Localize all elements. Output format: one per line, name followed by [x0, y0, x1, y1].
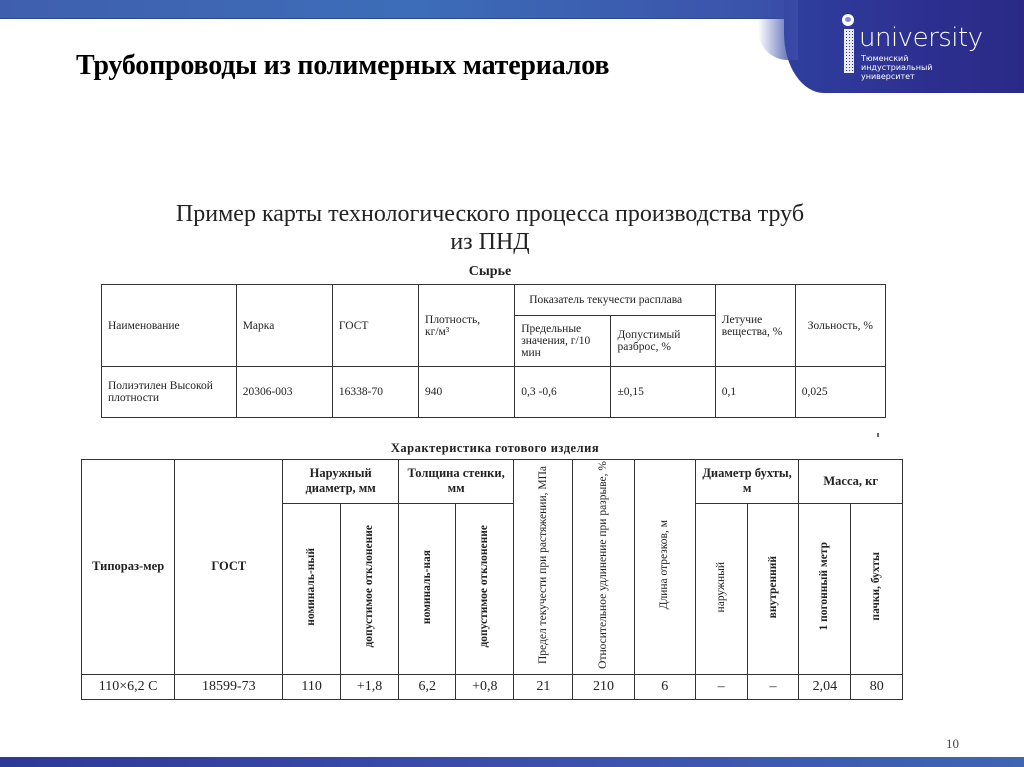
- cell-size-type: 110×6,2 С: [82, 674, 175, 699]
- segment-length-label: Длина отрезков, м: [658, 520, 671, 610]
- finished-product-caption: Характеристика готового изделия: [390, 441, 600, 455]
- cell-wt-nominal: 6,2: [399, 674, 456, 699]
- table-row: [102, 367, 886, 418]
- cell-brand: 20306-003: [236, 367, 332, 418]
- cell-od-tolerance: +1,8: [341, 674, 399, 699]
- header-od-nominal: [283, 503, 341, 674]
- cell-elongation: 210: [573, 674, 634, 699]
- cell-wt-tolerance: +0,8: [456, 674, 514, 699]
- raw-material-table: [101, 284, 886, 418]
- header-coil-outer: [695, 503, 747, 674]
- cell-gost: 18599-73: [175, 674, 283, 699]
- header-size-type: Типораз-мер: [82, 460, 175, 675]
- cell-od-nominal: 110: [283, 674, 341, 699]
- cell-volatiles: 0,1: [715, 367, 795, 418]
- pixel-bars-icon: [844, 29, 854, 73]
- density-unit: кг/м³: [425, 325, 450, 338]
- header-wall-thickness: Толщина стенки, мм: [399, 460, 514, 504]
- header-wt-tolerance: [456, 503, 514, 674]
- header-gost: ГОСТ: [175, 460, 283, 675]
- cell-coil-outer: –: [695, 674, 747, 699]
- cell-gost: 16338-70: [332, 367, 418, 418]
- cell-mass-bundle: 80: [851, 674, 903, 699]
- header-limit-values: Предельные значения, г/10 мин: [515, 316, 611, 367]
- table-row: [82, 674, 903, 699]
- coil-outer-label: наружный: [714, 561, 727, 612]
- header-coil-diameter: Диаметр бухты, м: [695, 460, 799, 504]
- coil-inner-label: внутренний: [766, 555, 779, 618]
- od-tolerance-label: допустимое отклонение: [363, 525, 376, 648]
- header-yield-strength: [514, 460, 573, 675]
- logo-subtitle: [861, 54, 933, 81]
- header-volatiles: Летучие вещества, %: [715, 285, 795, 367]
- wt-tolerance-label: допустимое отклонение: [478, 525, 491, 648]
- stray-mark: [877, 433, 879, 437]
- logo-panel: [784, 0, 1024, 93]
- cell-ash: 0,025: [795, 367, 885, 418]
- cell-yield-strength: 21: [514, 674, 573, 699]
- header-outer-diameter: Наружный диаметр, мм: [283, 460, 399, 504]
- logo-subtitle-line: индустриальный: [861, 63, 933, 72]
- header-coil-inner: [747, 503, 799, 674]
- cell-density: 940: [419, 367, 515, 418]
- header-mass-per-meter: [799, 503, 851, 674]
- university-logo: [842, 14, 992, 84]
- bottom-footer-bar: [0, 757, 1024, 767]
- page-number: 10: [946, 736, 959, 751]
- elongation-label: Относительное удлинение при разрыве, %: [597, 461, 610, 669]
- slide-title: Трубопроводы из полимерных материалов: [76, 50, 610, 81]
- document-title-line: Пример карты технологического процесса производства труб: [175, 201, 805, 227]
- logo-subtitle-line: Тюменский: [861, 54, 909, 63]
- header-name: Наименование: [102, 285, 237, 367]
- cell-limit-values: 0,3 -0,6: [515, 367, 611, 418]
- mass-per-meter-label: 1 погонный метр: [818, 542, 831, 631]
- header-elongation: [573, 460, 634, 675]
- header-allowed-spread: Допустимый разброс, %: [611, 316, 715, 367]
- header-od-tolerance: [341, 503, 399, 674]
- logo-subtitle-line: университет: [861, 72, 915, 81]
- header-ash: Зольность, %: [795, 285, 885, 367]
- yield-strength-label: Предел текучести при растяжении, МПа: [536, 465, 549, 664]
- header-density: [419, 285, 515, 367]
- header-mass: Масса, кг: [799, 460, 903, 504]
- document-title-line: из ПНД: [450, 229, 530, 255]
- logo-wordmark: university: [859, 23, 983, 53]
- raw-material-caption: Сырье: [468, 264, 512, 279]
- header-gost: ГОСТ: [332, 285, 418, 367]
- cell-mass-per-meter: 2,04: [799, 674, 851, 699]
- finished-product-table: [81, 459, 903, 700]
- wt-nominal-label: номиналь-ная: [420, 549, 433, 624]
- header-melt-flow: Показатель текучести расплава: [515, 285, 716, 316]
- document-title: [100, 200, 880, 256]
- globe-icon: [842, 14, 854, 26]
- od-nominal-label: номиналь-ный: [305, 547, 318, 626]
- header-brand: Марка: [236, 285, 332, 367]
- header-segment-length: [634, 460, 695, 675]
- cell-name: Полиэтилен Высокой плотности: [102, 367, 237, 418]
- header-mass-bundle: [851, 503, 903, 674]
- density-label: Плотность,: [425, 313, 481, 326]
- header-wt-nominal: [399, 503, 456, 674]
- cell-coil-inner: –: [747, 674, 799, 699]
- cell-segment-length: 6: [634, 674, 695, 699]
- cell-allowed-spread: ±0,15: [611, 367, 715, 418]
- mass-bundle-label: пачки, бухты: [870, 552, 883, 621]
